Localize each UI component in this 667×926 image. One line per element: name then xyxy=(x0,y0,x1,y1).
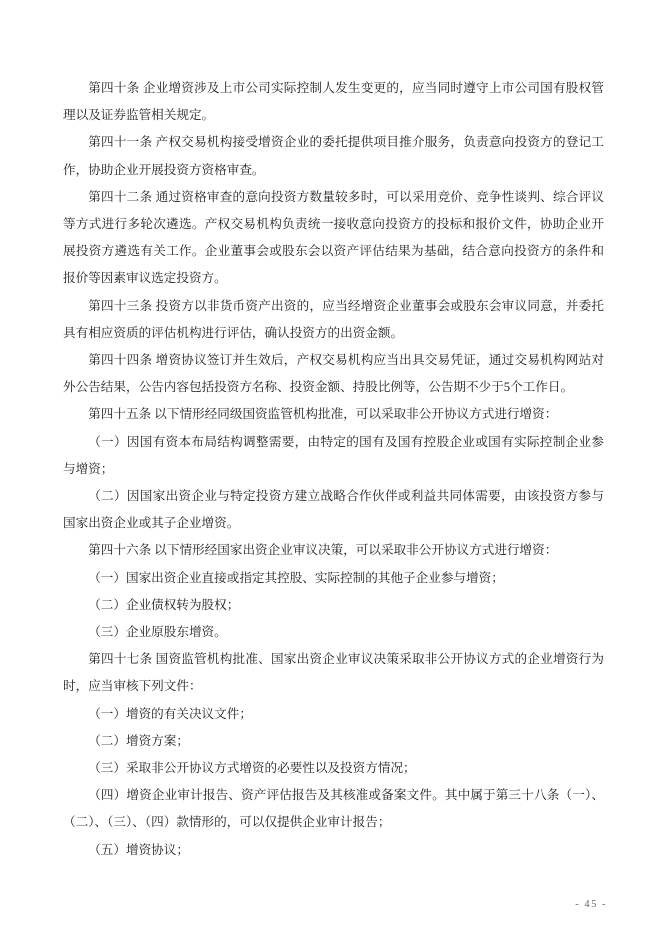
paragraph: 第四十六条 以下情形经国家出资企业审议决策，可以采取非公开协议方式进行增资： xyxy=(88,543,558,558)
paragraph: 第四十二条 通过资格审查的意向投资方数量较多时，可以采用竞价、竞争性谈判、综合评议等方式进行多轮次遴选。产权交易机构负责统一接收意向投资方的投标和报价文件，协助企业开展投资方遴选有关工作。企业董事会或股东会以资产评估结果为基础，结合意向投资方的条件和报价等因素审议选定投资方。 xyxy=(63,189,604,286)
paragraph: （三）企业原股东增资。 xyxy=(88,625,227,640)
paragraph: （二）企业债权转为股权； xyxy=(88,597,240,612)
paragraph: 第四十一条 产权交易机构接受增资企业的委托提供项目推介服务，负责意向投资方的登记工作，协助企业开展投资方资格审查。 xyxy=(63,135,604,177)
paragraph: 第四十条 企业增资涉及上市公司实际控制人发生变更的，应当同时遵守上市公司国有股权管理以及证券监管相关规定。 xyxy=(63,81,604,123)
paragraph: 第四十五条 以下情形经同级国资监管机构批准，可以采取非公开协议方式进行增资： xyxy=(88,407,558,422)
document-body xyxy=(63,75,604,864)
paragraph: （四）增资企业审计报告、资产评估报告及其核准或备案文件。其中属于第三十八条（一）、（二）、（三）、（四）款情形的，可以仅提供企业审计报告； xyxy=(63,788,604,830)
paragraph: 第四十三条 投资方以非货币资产出资的，应当经增资企业董事会或股东会审议同意，并委托具有相应资质的评估机构进行评估，确认投资方的出资金额。 xyxy=(63,298,604,340)
paragraph: 第四十四条 增资协议签订并生效后，产权交易机构应当出具交易凭证，通过交易机构网站对外公告结果，公告内容包括投资方名称、投资金额、持股比例等，公告期不少于5个工作日。 xyxy=(63,353,604,395)
paragraph: （三）采取非公开协议方式增资的必要性以及投资方情况； xyxy=(88,761,416,776)
paragraph: （五）增资协议； xyxy=(88,842,189,857)
paragraph: （二）增资方案； xyxy=(88,733,189,748)
paragraph: （二）因国家出资企业与特定投资方建立战略合作伙伴或利益共同体需要，由该投资方参与国家出资企业或其子企业增资。 xyxy=(63,489,604,531)
paragraph: （一）国家出资企业直接或指定其控股、实际控制的其他子企业参与增资； xyxy=(88,570,504,585)
paragraph: （一）增资的有关决议文件； xyxy=(88,706,252,721)
paragraph: （一）因国有资本布局结构调整需要，由特定的国有及国有控股企业或国有实际控制企业参与增资； xyxy=(63,434,604,476)
paragraph: 第四十七条 国资监管机构批准、国家出资企业审议决策采取非公开协议方式的企业增资行为时，应当审核下列文件： xyxy=(63,652,604,694)
page-number: - 45 - xyxy=(575,899,607,910)
